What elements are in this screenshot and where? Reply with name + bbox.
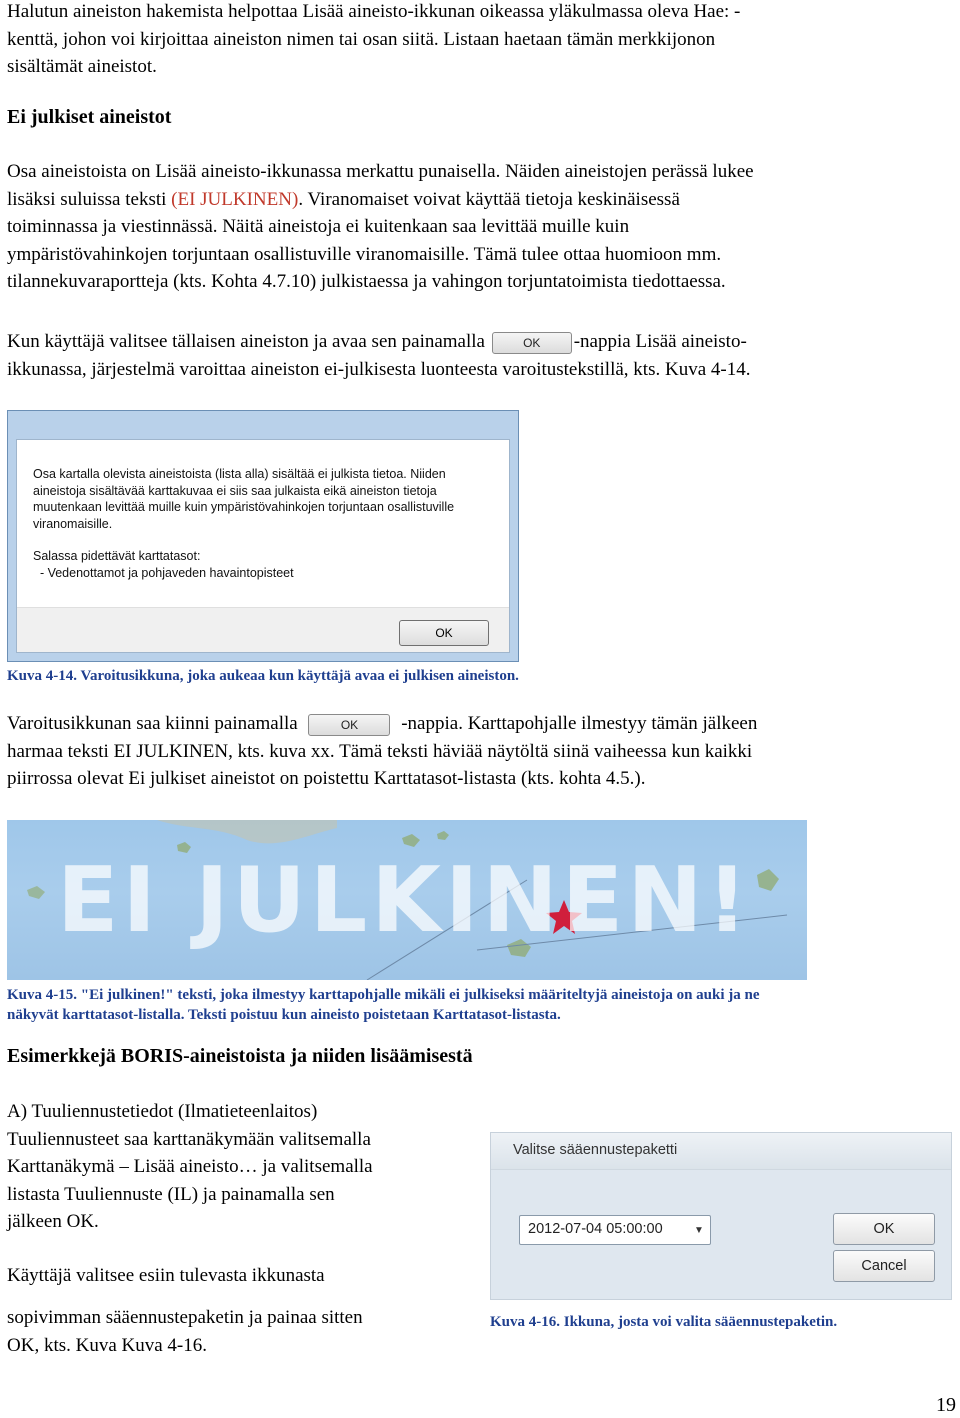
boris-paragraph-a bbox=[7, 1098, 482, 1236]
warning-text-line-5: Salassa pidettävät karttatasot: bbox=[33, 549, 201, 563]
p1-line-2-pre: lisäksi suluissa teksti bbox=[7, 188, 172, 210]
caption-4-15-line-1: Kuva 4-15. "Ei julkinen!" teksti, joka ilmestyy karttapohjalle mikäli ei julkiseksi määriteltyjä aineistoja on auki ja ne bbox=[7, 987, 760, 1003]
map-screenshot bbox=[7, 820, 807, 980]
weather-package-select[interactable] bbox=[519, 1215, 711, 1245]
intro-line-1: Halutun aineiston hakemista helpottaa Lisää aineisto-ikkunan oikeassa yläkulmassa oleva Hae: - bbox=[7, 1, 741, 22]
warning-dialog bbox=[7, 410, 519, 662]
p2-line-1 bbox=[7, 328, 957, 356]
warning-dialog-body bbox=[17, 440, 509, 620]
close-line-1 bbox=[7, 710, 957, 738]
ei-julkiset-paragraph-2 bbox=[7, 328, 957, 383]
b-line-2: sopivimman sääennustepaketin ja painaa sitten bbox=[7, 1307, 363, 1328]
weather-package-dialog bbox=[490, 1132, 952, 1300]
p2-line-1-post: -nappia Lisää aineisto- bbox=[573, 331, 747, 352]
b-line-3: OK, kts. Kuva Kuva 4-16. bbox=[7, 1334, 208, 1356]
caption-4-14: Kuva 4-14. Varoitusikkuna, joka aukeaa kun käyttäjä avaa ei julkisen aineiston. bbox=[7, 668, 519, 684]
warning-text-line-3: muutenkaan levittää muille kuin ympäristövahinkojen torjuntaan osallistuville bbox=[33, 500, 455, 514]
boris-heading: Esimerkkejä BORIS-aineistoista ja niiden lisäämisestä bbox=[7, 1045, 473, 1067]
p1-line-1: Osa aineistoista on Lisää aineisto-ikkunassa merkattu punaisella. Näiden aineistojen perässä lukee bbox=[7, 161, 754, 182]
warning-text-line-6: - Vedenottamot ja pohjaveden havaintopisteet bbox=[33, 565, 294, 580]
b-line-1: Käyttäjä valitsee esiin tulevasta ikkunasta bbox=[7, 1265, 325, 1286]
weather-ok-button[interactable]: OK bbox=[833, 1213, 935, 1245]
warning-ok-button[interactable]: OK bbox=[399, 620, 489, 646]
p1-line-3: toiminnassa ja viestinnässä. Näitä aineistoja ei kuitenkaan saa levittää muille kuin bbox=[7, 216, 630, 237]
warning-text-line-4: viranomaisille. bbox=[33, 516, 113, 531]
warning-dialog-client bbox=[16, 439, 510, 653]
close-paragraph bbox=[7, 710, 957, 793]
intro-line-2: kenttä, johon voi kirjoittaa aineiston nimen tai osan siitä. Listaan haetaan tämän merkkijonon bbox=[7, 28, 716, 50]
a-line-4: listasta Tuuliennuste (IL) ja painamalla sen bbox=[7, 1183, 335, 1205]
intro-paragraph bbox=[7, 0, 957, 81]
inline-ok-button-image: OK bbox=[492, 332, 572, 354]
ei-julkinen-red-text: (EI JULKINEN) bbox=[171, 188, 299, 210]
a-line-1: A) Tuuliennustetiedot (Ilmatieteenlaitos) bbox=[7, 1101, 318, 1122]
chevron-down-icon[interactable]: ▼ bbox=[694, 1224, 704, 1236]
page-number: 19 bbox=[936, 1394, 956, 1416]
inline-ok-button-image-2: OK bbox=[308, 714, 390, 736]
weather-dialog-title: Valitse sääennustepaketti bbox=[513, 1142, 678, 1158]
a-line-5: jälkeen OK. bbox=[7, 1211, 99, 1232]
p1-line-2 bbox=[7, 186, 957, 214]
caption-4-16: Kuva 4-16. Ikkuna, josta voi valita sääennustepaketin. bbox=[490, 1314, 838, 1330]
map-overlay-text: EI JULKINEN! bbox=[57, 848, 752, 953]
caption-4-15 bbox=[7, 985, 957, 1025]
close-line-1-pre: Varoitusikkunan saa kiinni painamalla bbox=[7, 713, 298, 734]
warning-dialog-footer bbox=[17, 607, 509, 652]
boris-paragraph-b bbox=[7, 1304, 482, 1359]
weather-package-select-value: 2012-07-04 05:00:00 bbox=[528, 1221, 663, 1237]
close-line-1-post: -nappia. Karttapohjalle ilmestyy tämän jälkeen bbox=[401, 713, 758, 734]
p2-line-2: ikkunassa, järjestelmä varoittaa aineiston ei-julkisesta luonteesta varoitustekstillä, kts. Kuva 4-14. bbox=[7, 358, 751, 380]
a-line-2: Tuuliennusteet saa karttanäkymään valitsemalla bbox=[7, 1128, 371, 1150]
close-line-2: harmaa teksti EI JULKINEN, kts. kuva xx. Tämä teksti häviää näytöltä siinä vaiheessa kun kaikki bbox=[7, 740, 753, 762]
p2-line-1-pre: Kun käyttäjä valitsee tällaisen aineiston ja avaa sen painamalla bbox=[7, 331, 485, 352]
close-line-3: piirrossa olevat Ei julkiset aineistot on poistettu Karttatasot-listasta (kts. kohta 4.5.). bbox=[7, 768, 646, 789]
p1-line-5: tilannekuvaraportteja (kts. Kohta 4.7.10) julkistaessa ja vahingon torjuntatoimista tiedottaessa. bbox=[7, 271, 726, 292]
a-line-3: Karttanäkymä – Lisää aineisto… ja valitsemalla bbox=[7, 1156, 373, 1177]
ei-julkiset-heading: Ei julkiset aineistot bbox=[7, 106, 172, 128]
p1-line-4: ympäristövahinkojen torjuntaan osallistuville viranomaisille. Tämä tulee ottaa huomioon mm. bbox=[7, 243, 722, 265]
p1-line-2-post: . Viranomaiset voivat käyttää tietoja keskinäisessä bbox=[298, 188, 680, 210]
ei-julkiset-paragraph-1 bbox=[7, 158, 957, 296]
caption-4-15-line-2: näkyvät karttatasot-listalla. Teksti poistuu kun aineisto poistetaan Karttatasot-listasta. bbox=[7, 1007, 561, 1023]
intro-line-3: sisältämät aineistot. bbox=[7, 56, 157, 77]
warning-text-line-2: aineistoja sisältävää karttakuvaa ei siis saa julkaista eikä aineiston tietoja bbox=[33, 483, 437, 498]
warning-text-line-1: Osa kartalla olevista aineistoista (lista alla) sisältää ei julkista tietoa. Niiden bbox=[33, 467, 446, 481]
weather-dialog-titlebar bbox=[491, 1133, 951, 1170]
weather-cancel-button[interactable]: Cancel bbox=[833, 1250, 935, 1282]
